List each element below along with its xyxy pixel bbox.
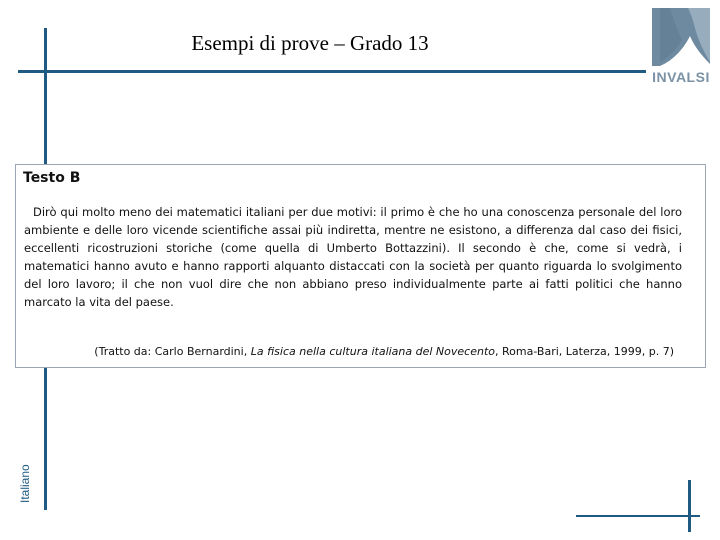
bottom-right-horizontal-rule (576, 515, 700, 517)
subject-label: Italiano (18, 464, 32, 503)
logo-wordmark: INVALSI (652, 69, 710, 85)
reading-text-box (15, 164, 706, 368)
text-title: Testo B (23, 170, 81, 186)
citation-book-title: La fisica nella cultura italiana del Novecento (250, 345, 495, 358)
citation-suffix: , Roma-Bari, Laterza, 1999, p. 7) (495, 345, 674, 358)
citation (94, 345, 674, 358)
slide-title: Esempi di prove – Grado 13 (191, 31, 429, 55)
bottom-right-vertical-rule (688, 480, 691, 532)
text-paragraph: Dirò qui molto meno dei matematici italiani per due motivi: il primo è che ho una conoscenza personale del loro ambiente e delle loro vicende scientifiche assai più indiretta, mentre ne esistono, a differenza dal caso dei fisici, eccellenti ricostruzioni storiche (come quella di Umberto Bottazzini). Il secondo è che, come si vedrà, i matematici hanno avuto e hanno rapporti alquanto distaccati con la società per quanto riguarda lo svolgimento del loro lavoro; il che non vuol dire che non abbiano preso individualmente parte ai fatti politici che hanno marcato la vita del paese. (24, 205, 682, 309)
top-horizontal-rule (18, 70, 646, 73)
citation-prefix: (Tratto da: Carlo Bernardini, (94, 345, 251, 358)
